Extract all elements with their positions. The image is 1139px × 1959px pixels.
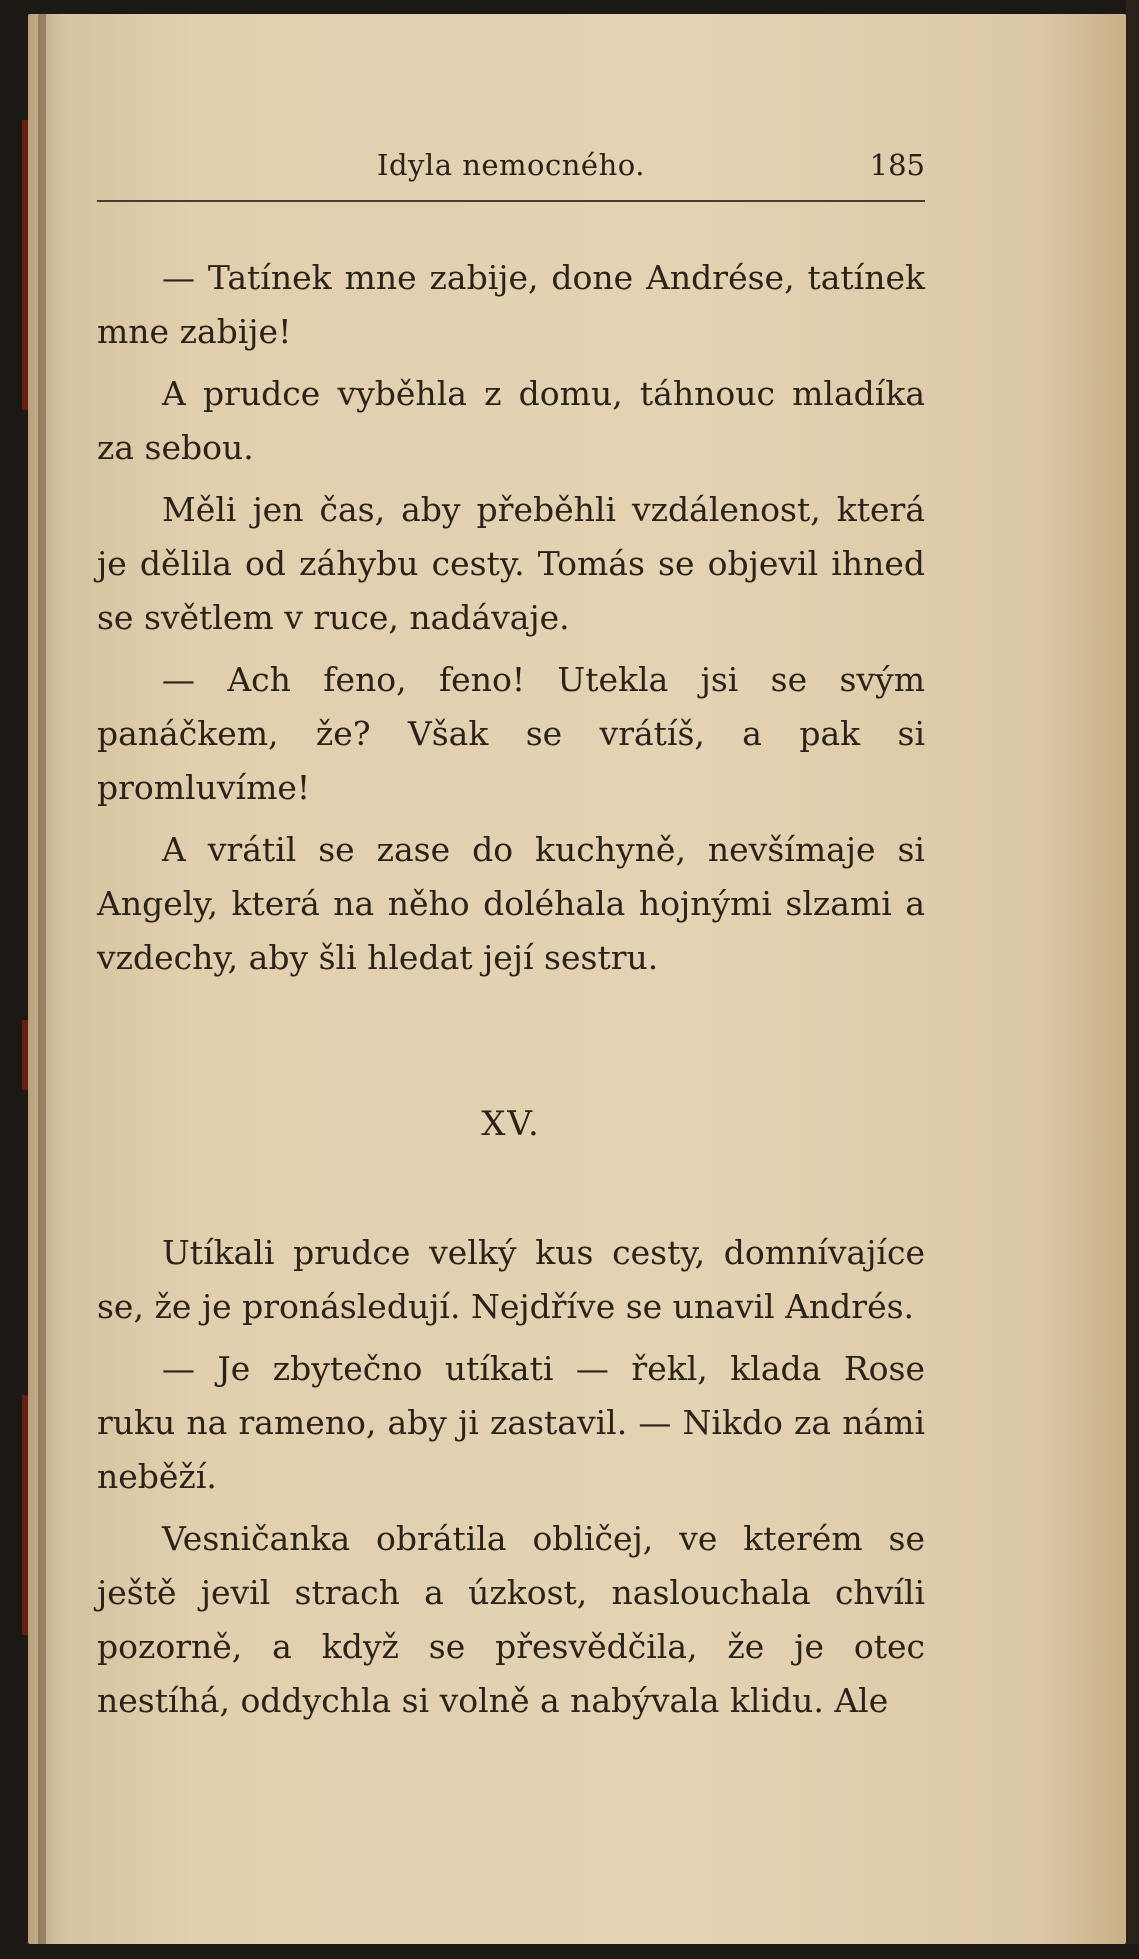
binding-edge-mark [22, 1020, 28, 1090]
running-title: Idyla nemocného. [377, 148, 645, 182]
paragraph: A vrátil se zase do kuchyně, nevšímaje si Angely, která na něho doléhala hojnými slzami a vzdechy, aby šli hledat její sestru. [97, 830, 925, 977]
page-edge-right [1126, 0, 1139, 1959]
header-rule [97, 200, 925, 202]
page-gutter [38, 14, 46, 1944]
page-number: 185 [869, 148, 925, 182]
page-edge-bottom [0, 1944, 1139, 1959]
binding-edge-mark [22, 1395, 28, 1635]
text-block-before-chapter [97, 251, 925, 993]
running-header [97, 148, 925, 190]
paragraph: A prudce vyběhla z domu, táhnouc mladíka za sebou. [97, 374, 925, 467]
binding-edge-mark [22, 120, 28, 410]
paragraph: Utíkali prudce velký kus cesty, domnívajíce se, že je pronásledují. Nejdříve se unavil Andrés. [97, 1233, 925, 1326]
paragraph: Měli jen čas, aby přeběhli vzdálenost, která je dělila od záhybu cesty. Tomás se objevil ihned se světlem v ruce, nadávaje. [97, 490, 925, 637]
text-block-after-chapter [97, 1226, 925, 1736]
paragraph: — Tatínek mne zabije, done Andrése, tatínek mne zabije! [97, 258, 925, 351]
paragraph: — Ach feno, feno! Utekla jsi se svým panáčkem, že? Však se vrátíš, a pak si promluvíme! [97, 660, 925, 807]
paragraph: Vesničanka obrátila obličej, ve kterém se ještě jevil strach a úzkost, naslouchala chvíli pozorně, a když se přesvědčila, že je otec nestíhá, oddychla si volně a nabývala klidu. Ale [97, 1519, 925, 1720]
chapter-heading: XV. [481, 1104, 541, 1144]
paragraph: — Je zbytečno utíkati — řekl, klada Rose ruku na rameno, aby ji zastavil. — Nikdo za námi neběží. [97, 1349, 925, 1496]
